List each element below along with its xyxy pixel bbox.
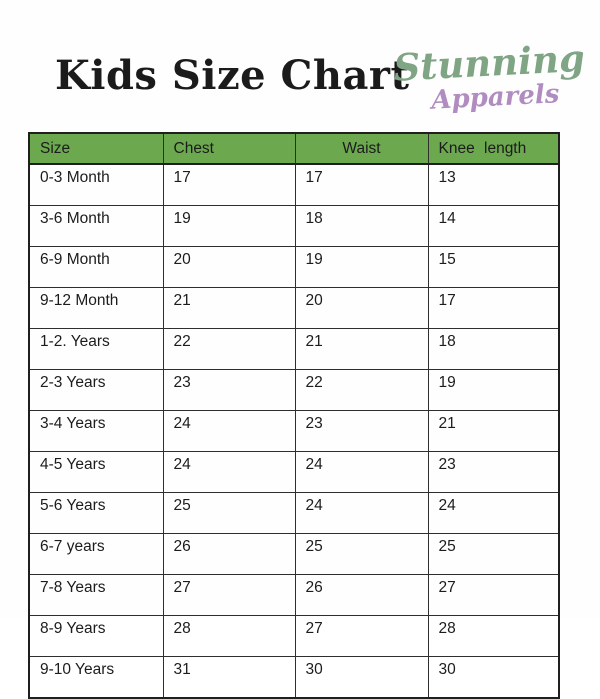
cell-size: 6-9 Month [29, 247, 163, 288]
cell-chest: 23 [163, 370, 295, 411]
cell-waist: 24 [295, 452, 428, 493]
kids-size-table [28, 132, 560, 699]
cell-waist: 20 [295, 288, 428, 329]
cell-waist: 19 [295, 247, 428, 288]
logo-brand-subtitle: Apparels [430, 79, 561, 116]
cell-knee-length: 21 [428, 411, 559, 452]
cell-chest: 24 [163, 411, 295, 452]
cell-size: 0-3 Month [29, 164, 163, 206]
cell-knee-length: 23 [428, 452, 559, 493]
cell-size: 4-5 Years [29, 452, 163, 493]
cell-knee-length: 24 [428, 493, 559, 534]
table-row [29, 370, 559, 411]
table-row [29, 329, 559, 370]
cell-waist: 21 [295, 329, 428, 370]
cell-chest: 24 [163, 452, 295, 493]
cell-chest: 25 [163, 493, 295, 534]
table-row [29, 164, 559, 206]
cell-size: 6-7 years [29, 534, 163, 575]
cell-waist: 23 [295, 411, 428, 452]
cell-knee-length: 19 [428, 370, 559, 411]
cell-chest: 19 [163, 206, 295, 247]
column-header-waist: Waist [295, 133, 428, 164]
cell-knee-length: 13 [428, 164, 559, 206]
table-row [29, 206, 559, 247]
cell-size: 7-8 Years [29, 575, 163, 616]
cell-knee-length: 14 [428, 206, 559, 247]
table-header-row [29, 133, 559, 164]
cell-waist: 17 [295, 164, 428, 206]
table-row [29, 452, 559, 493]
page-title: Kids Size Chart [55, 52, 410, 99]
cell-size: 9-10 Years [29, 657, 163, 699]
cell-chest: 22 [163, 329, 295, 370]
cell-chest: 28 [163, 616, 295, 657]
column-header-chest: Chest [163, 133, 295, 164]
cell-knee-length: 30 [428, 657, 559, 699]
cell-waist: 25 [295, 534, 428, 575]
cell-knee-length: 27 [428, 575, 559, 616]
cell-chest: 17 [163, 164, 295, 206]
column-header-size: Size [29, 133, 163, 164]
cell-knee-length: 17 [428, 288, 559, 329]
table-row [29, 616, 559, 657]
cell-knee-length: 15 [428, 247, 559, 288]
table-row [29, 288, 559, 329]
cell-size: 3-6 Month [29, 206, 163, 247]
cell-chest: 27 [163, 575, 295, 616]
page-header [0, 0, 600, 128]
cell-waist: 30 [295, 657, 428, 699]
cell-waist: 24 [295, 493, 428, 534]
size-table-body [29, 164, 559, 698]
cell-waist: 18 [295, 206, 428, 247]
cell-size: 9-12 Month [29, 288, 163, 329]
cell-size: 8-9 Years [29, 616, 163, 657]
cell-knee-length: 25 [428, 534, 559, 575]
cell-waist: 22 [295, 370, 428, 411]
cell-knee-length: 18 [428, 329, 559, 370]
table-row [29, 657, 559, 699]
table-row [29, 247, 559, 288]
cell-size: 5-6 Years [29, 493, 163, 534]
cell-waist: 26 [295, 575, 428, 616]
cell-size: 2-3 Years [29, 370, 163, 411]
cell-waist: 27 [295, 616, 428, 657]
cell-size: 3-4 Years [29, 411, 163, 452]
column-header-knee-length: Knee length [428, 133, 559, 164]
table-row [29, 575, 559, 616]
logo-brand-name: Stunning [392, 35, 586, 90]
cell-chest: 20 [163, 247, 295, 288]
table-row [29, 411, 559, 452]
cell-chest: 26 [163, 534, 295, 575]
cell-chest: 21 [163, 288, 295, 329]
table-row [29, 534, 559, 575]
table-row [29, 493, 559, 534]
cell-size: 1-2. Years [29, 329, 163, 370]
cell-chest: 31 [163, 657, 295, 699]
stunning-apparels-logo [392, 28, 586, 120]
cell-knee-length: 28 [428, 616, 559, 657]
